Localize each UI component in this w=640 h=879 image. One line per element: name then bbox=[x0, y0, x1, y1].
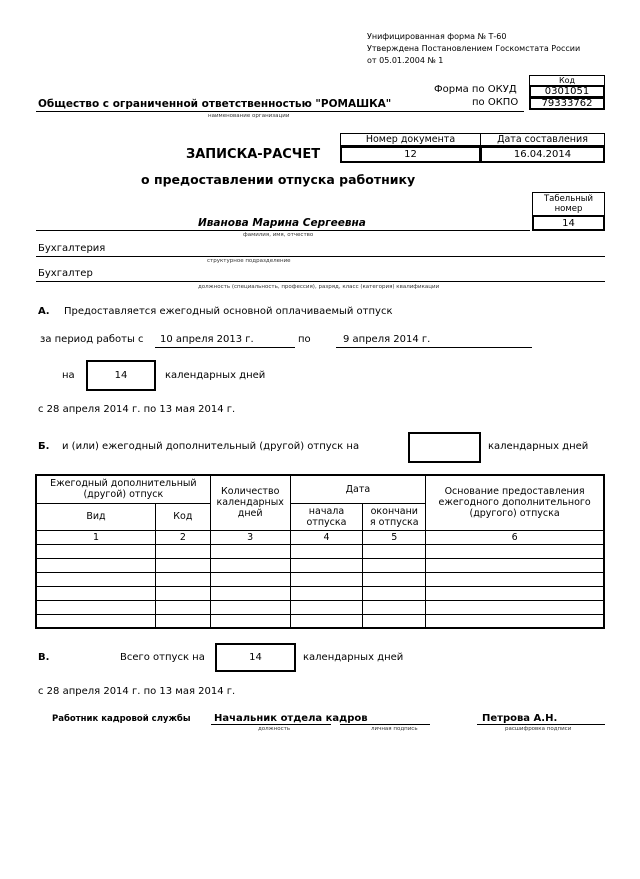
section-v-days-box: 14 bbox=[215, 643, 296, 672]
section-v-letter: В. bbox=[38, 652, 50, 663]
header-basis-line2: ежегодного дополнительного bbox=[438, 497, 591, 509]
section-v-days-label: календарных дней bbox=[303, 652, 404, 663]
header-basis bbox=[426, 475, 604, 530]
signature-sign-underline bbox=[340, 724, 430, 725]
signature-position-caption: должность bbox=[258, 726, 291, 732]
period-label: за период работы с bbox=[40, 334, 144, 345]
additional-leave-table bbox=[35, 474, 605, 629]
col-num-5: 5 bbox=[363, 530, 426, 544]
header-qty bbox=[210, 475, 290, 530]
position-underline bbox=[36, 281, 605, 282]
period-to: 9 апреля 2014 г. bbox=[343, 334, 431, 345]
header-leave-line2: (другой) отпуск bbox=[83, 489, 164, 501]
tabnum-label bbox=[532, 192, 605, 216]
header-end-line1: окончани bbox=[370, 505, 418, 517]
employee-name: Иванова Марина Сергеевна bbox=[198, 217, 366, 229]
form-header-line1: Унифицированная форма № Т-60 bbox=[367, 32, 507, 41]
header-start-line1: начала bbox=[308, 505, 345, 517]
header-qty-line1: Количество bbox=[220, 486, 280, 498]
section-b-letter: Б. bbox=[38, 441, 50, 452]
document-subtitle: о предоставлении отпуска работнику bbox=[141, 172, 416, 187]
signature-sign-caption: личная подпись bbox=[371, 726, 418, 732]
organization-caption: наименование организации bbox=[208, 113, 290, 119]
col-num-6: 6 bbox=[426, 530, 604, 544]
doc-number: 12 bbox=[340, 146, 481, 163]
header-basis-line3: (другого) отпуска bbox=[469, 508, 560, 520]
col-num-4: 4 bbox=[290, 530, 363, 544]
section-b-heading: и (или) ежегодный дополнительный (другой) отпуск на bbox=[62, 441, 360, 452]
organization-underline bbox=[36, 111, 524, 112]
signature-role: Работник кадровой службы bbox=[52, 714, 191, 724]
header-end-line2: я отпуска bbox=[369, 516, 419, 528]
doc-date-label: Дата составления bbox=[480, 133, 605, 146]
header-start bbox=[290, 503, 363, 530]
table-row bbox=[36, 614, 604, 628]
signature-position: Начальник отдела кадров bbox=[214, 713, 368, 724]
doc-date: 16.04.2014 bbox=[480, 146, 605, 163]
header-date: Дата bbox=[290, 475, 426, 503]
period-from: 10 апреля 2013 г. bbox=[160, 334, 254, 345]
department: Бухгалтерия bbox=[38, 243, 106, 254]
section-a-days-label: календарных дней bbox=[165, 370, 266, 381]
section-b-days-label: календарных дней bbox=[488, 441, 589, 452]
okpo-label: по ОКПО bbox=[472, 97, 519, 108]
doc-number-label: Номер документа bbox=[340, 133, 481, 146]
department-underline bbox=[36, 256, 605, 257]
col-num-2: 2 bbox=[155, 530, 210, 544]
column-number-row bbox=[36, 530, 604, 544]
department-caption: структурное подразделение bbox=[207, 258, 291, 264]
header-code: Код bbox=[155, 503, 210, 530]
section-b-days-box bbox=[408, 432, 481, 463]
signature-name-caption: расшифровка подписи bbox=[505, 726, 572, 732]
employee-name-caption: фамилия, имя, отчество bbox=[243, 232, 314, 238]
section-v-total-label: Всего отпуск на bbox=[120, 652, 205, 663]
okud-value: 0301051 bbox=[529, 85, 605, 98]
header-start-line2: отпуска bbox=[306, 516, 347, 528]
section-a-dates: с 28 апреля 2014 г. по 13 мая 2014 г. bbox=[38, 404, 236, 415]
section-v-dates: с 28 апреля 2014 г. по 13 мая 2014 г. bbox=[38, 686, 236, 697]
header-qty-line3: дней bbox=[237, 508, 263, 520]
tabnum-value: 14 bbox=[532, 215, 605, 231]
header-kind: Вид bbox=[36, 503, 155, 530]
period-from-underline bbox=[155, 347, 295, 348]
okud-label: Форма по ОКУД bbox=[434, 84, 517, 95]
employee-name-underline bbox=[36, 230, 530, 231]
signature-name-underline bbox=[477, 724, 605, 725]
table-row bbox=[36, 558, 604, 572]
table-row bbox=[36, 586, 604, 600]
tabnum-label-line2: номер bbox=[554, 204, 583, 214]
signature-position-underline bbox=[211, 724, 331, 725]
form-header-line2: Утверждена Постановлением Госкомстата России bbox=[367, 44, 581, 53]
table-row bbox=[36, 600, 604, 614]
section-a-heading: Предоставляется ежегодный основной оплачиваемый отпуск bbox=[64, 306, 393, 317]
section-a-days-box: 14 bbox=[86, 360, 156, 391]
header-basis-line1: Основание предоставления bbox=[444, 486, 585, 498]
period-to-underline bbox=[336, 347, 532, 348]
organization-name: Общество с ограниченной ответственностью "РОМАШКА" bbox=[38, 98, 392, 110]
document-title: ЗАПИСКА-РАСЧЕТ bbox=[186, 147, 321, 162]
header-leave-line1: Ежегодный дополнительный bbox=[50, 478, 197, 490]
okpo-value: 79333762 bbox=[529, 97, 605, 110]
header-end bbox=[363, 503, 426, 530]
table-row bbox=[36, 544, 604, 558]
position: Бухгалтер bbox=[38, 268, 93, 279]
section-a-na: на bbox=[62, 370, 75, 381]
header-qty-line2: календарных bbox=[216, 497, 284, 509]
tabnum-label-line1: Табельный bbox=[543, 194, 594, 204]
table-row bbox=[36, 572, 604, 586]
codes-title: Код bbox=[529, 75, 605, 86]
col-num-3: 3 bbox=[210, 530, 290, 544]
position-caption: должность (специальность, профессия), разряд, класс (категория) квалификации bbox=[198, 284, 440, 290]
header-leave bbox=[36, 475, 210, 503]
form-header-line3: от 05.01.2004 № 1 bbox=[367, 56, 444, 65]
signature-name: Петрова А.Н. bbox=[482, 713, 558, 724]
col-num-1: 1 bbox=[36, 530, 155, 544]
period-to-label: по bbox=[298, 334, 311, 345]
section-a-letter: А. bbox=[38, 306, 50, 317]
